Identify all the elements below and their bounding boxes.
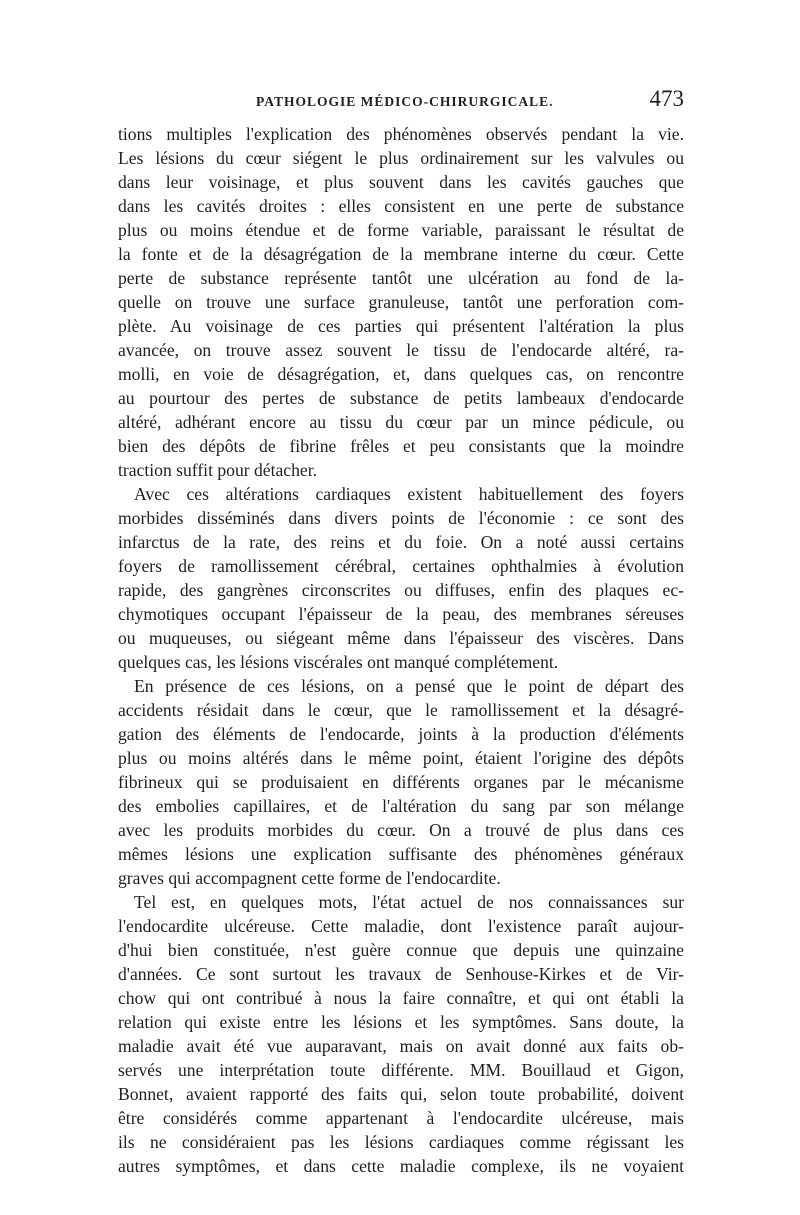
text-line: des embolies capillaires, et de l'altération du sang par son mélange (118, 796, 684, 816)
text-line: servés une interprétation toute différente. MM. Bouillaud et Gigon, (118, 1060, 684, 1080)
text-line: d'années. Ce sont surtout les travaux de Senhouse-Kirkes et de Vir- (118, 964, 684, 984)
text-line: plus ou moins étendue et de forme variable, paraissant le résultat de (118, 220, 684, 240)
text-line: accidents résidait dans le cœur, que le ramollissement et la désagré- (118, 700, 684, 720)
running-title: PATHOLOGIE MÉDICO-CHIRURGICALE. (256, 94, 554, 109)
text-line: gation des éléments de l'endocarde, joints à la production d'éléments (118, 724, 684, 744)
text-line: dans leur voisinage, et plus souvent dans les cavités gauches que (118, 172, 684, 192)
text-line: autres symptômes, et dans cette maladie complexe, ils ne voyaient (118, 1156, 684, 1176)
text-line: molli, en voie de désagrégation, et, dans quelques cas, on rencontre (118, 364, 684, 384)
body-text (118, 122, 684, 1178)
text-line: au pourtour des pertes de substance de petits lambeaux d'endocarde (118, 388, 684, 408)
text-line: perte de substance représente tantôt une ulcération au fond de la- (118, 268, 684, 288)
page-number: 473 (649, 86, 684, 111)
text-line: foyers de ramollissement cérébral, certaines ophthalmies à évolution (118, 556, 684, 576)
text-line: maladie avait été vue auparavant, mais on avait donné aux faits ob- (118, 1036, 684, 1056)
text-line: graves qui accompagnent cette forme de l'endocardite. (118, 868, 501, 888)
text-line: être considérés comme appartenant à l'endocardite ulcéreuse, mais (118, 1108, 684, 1128)
text-line: bien des dépôts de fibrine frêles et peu consistants que la moindre (118, 436, 684, 456)
text-line: fibrineux qui se produisaient en différents organes par le mécanisme (118, 772, 684, 792)
text-line: avancée, on trouve assez souvent le tissu de l'endocarde altéré, ra- (118, 340, 684, 360)
text-line: mêmes lésions une explication suffisante des phénomènes généraux (118, 844, 684, 864)
text-line: chow qui ont contribué à nous la faire connaître, et qui ont établi la (118, 988, 684, 1008)
text-line: En présence de ces lésions, on a pensé que le point de départ des (134, 676, 684, 696)
text-line: ou muqueuses, ou siégeant même dans l'épaisseur des viscères. Dans (118, 628, 684, 648)
text-line: traction suffit pour détacher. (118, 460, 318, 480)
running-head (118, 86, 684, 120)
text-line: altéré, adhérant encore au tissu du cœur par un mince pédicule, ou (118, 412, 684, 432)
text-line: plète. Au voisinage de ces parties qui présentent l'altération la plus (118, 316, 684, 336)
text-line: chymotiques occupant l'épaisseur de la peau, des membranes séreuses (118, 604, 684, 624)
text-line: tions multiples l'explication des phénomènes observés pendant la vie. (118, 124, 684, 144)
text-line: quelle on trouve une surface granuleuse, tantôt une perforation com- (118, 292, 684, 312)
text-line: rapide, des gangrènes circonscrites ou diffuses, enfin des plaques ec- (118, 580, 684, 600)
text-line: ils ne considéraient pas les lésions cardiaques comme régissant les (118, 1132, 684, 1152)
text-line: la fonte et de la désagrégation de la membrane interne du cœur. Cette (118, 244, 684, 264)
text-line: relation qui existe entre les lésions et les symptômes. Sans doute, la (118, 1012, 684, 1032)
text-line: dans les cavités droites : elles consistent en une perte de substance (118, 196, 684, 216)
text-line: Les lésions du cœur siégent le plus ordinairement sur les valvules ou (118, 148, 684, 168)
text-line: Bonnet, avaient rapporté des faits qui, selon toute probabilité, doivent (118, 1084, 684, 1104)
text-line: Tel est, en quelques mots, l'état actuel de nos connaissances sur (134, 892, 684, 912)
text-line: d'hui bien constituée, n'est guère connue que depuis une quinzaine (118, 940, 684, 960)
text-line: infarctus de la rate, des reins et du foie. On a noté aussi certains (118, 532, 684, 552)
text-line: l'endocardite ulcéreuse. Cette maladie, dont l'existence paraît aujour- (118, 916, 684, 936)
text-line: quelques cas, les lésions viscérales ont manqué complétement. (118, 652, 559, 672)
text-line: morbides disséminés dans divers points de l'économie : ce sont des (118, 508, 684, 528)
text-line: Avec ces altérations cardiaques existent habituellement des foyers (134, 484, 684, 504)
text-line: plus ou moins altérés dans le même point, étaient l'origine des dépôts (118, 748, 684, 768)
text-line: avec les produits morbides du cœur. On a trouvé de plus dans ces (118, 820, 684, 840)
